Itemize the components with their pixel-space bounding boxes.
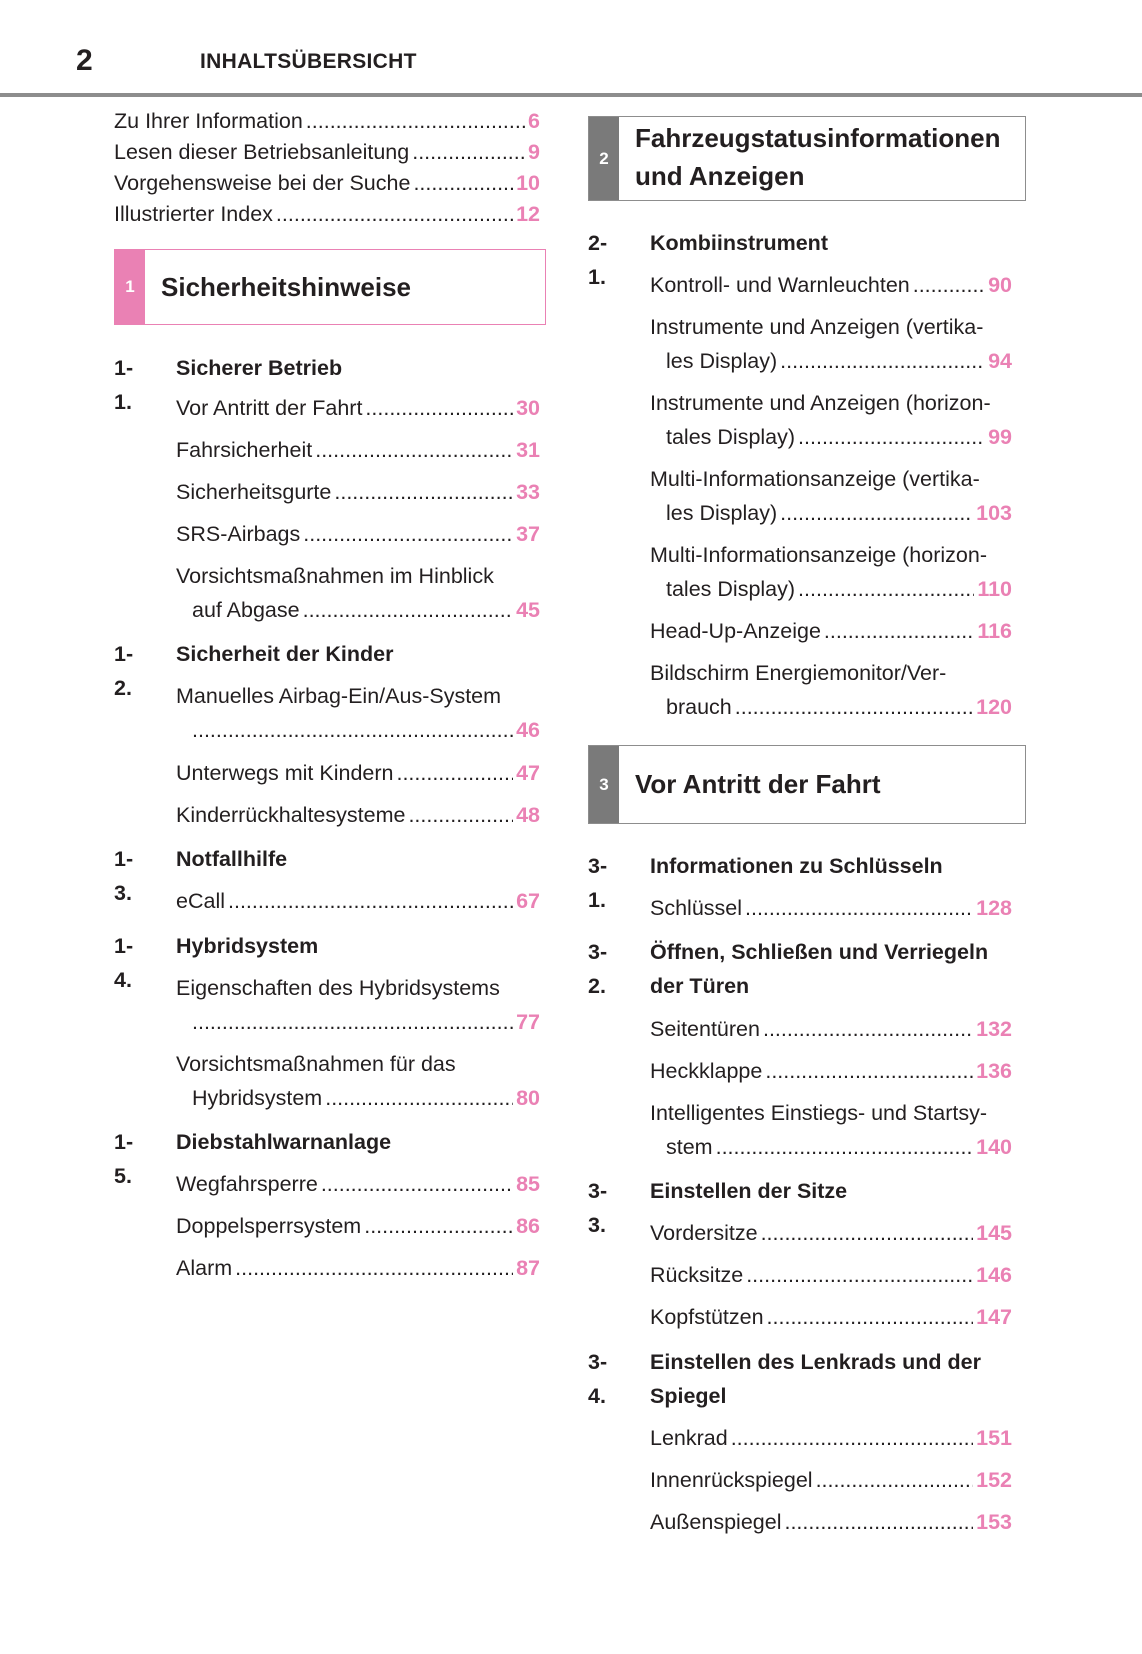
chapter-2-heading[interactable] bbox=[588, 116, 1026, 201]
leader-dots bbox=[364, 1209, 513, 1243]
chapter-2-tab: 2 bbox=[589, 117, 619, 200]
toc-entry-page: 87 bbox=[516, 1256, 540, 1280]
toc-entry[interactable] bbox=[650, 1216, 1012, 1250]
leader-dots bbox=[763, 1012, 973, 1046]
leader-dots bbox=[365, 391, 513, 425]
toc-entry-page: 153 bbox=[976, 1510, 1012, 1534]
leader-dots bbox=[192, 713, 513, 747]
toc-entry-label: Zu Ihrer Information bbox=[114, 109, 303, 133]
toc-entry[interactable] bbox=[176, 798, 540, 832]
leader-dots bbox=[396, 756, 513, 790]
toc-entry[interactable] bbox=[114, 197, 540, 231]
leader-dots bbox=[784, 1505, 973, 1539]
toc-entry-label: Wegfahrsperre bbox=[176, 1172, 318, 1196]
toc-entry-label: Sicherheitsgurte bbox=[176, 480, 332, 504]
toc-entry-label: Heckklappe bbox=[650, 1059, 763, 1083]
leader-dots bbox=[325, 1081, 513, 1115]
leader-dots bbox=[761, 1216, 974, 1250]
toc-entry-page: 151 bbox=[976, 1426, 1012, 1450]
toc-entry-label: Seitentüren bbox=[650, 1017, 760, 1041]
leader-dots bbox=[303, 593, 513, 627]
toc-entry-first-line[interactable]: Instrumente und Anzeigen (horizon- bbox=[650, 391, 991, 415]
toc-entry-label: Außenspiegel bbox=[650, 1510, 782, 1534]
toc-entry-page: 67 bbox=[516, 889, 540, 913]
toc-entry-page: 31 bbox=[516, 438, 540, 462]
toc-entry-page: 147 bbox=[976, 1305, 1012, 1329]
toc-entry-label: Schlüssel bbox=[650, 896, 743, 920]
toc-entry-first-line[interactable]: Multi-Informationsanzeige (horizon- bbox=[650, 543, 987, 567]
section-title: Hybridsystem bbox=[176, 934, 319, 958]
leader-dots bbox=[412, 135, 525, 169]
section-title: Notfallhilfe bbox=[176, 847, 288, 871]
toc-entry-page: 90 bbox=[988, 273, 1012, 297]
toc-entry-label: les Display) bbox=[666, 501, 778, 525]
toc-entry-page: 128 bbox=[976, 896, 1012, 920]
leader-dots bbox=[780, 496, 973, 530]
toc-entry-page: 116 bbox=[977, 619, 1012, 643]
toc-entry-label: Rücksitze bbox=[650, 1263, 744, 1287]
section-number: 3-1. bbox=[588, 854, 608, 912]
leader-dots bbox=[745, 891, 973, 925]
leader-dots bbox=[798, 572, 974, 606]
toc-entry-page: 86 bbox=[516, 1214, 540, 1238]
toc-entry-label: eCall bbox=[176, 889, 225, 913]
toc-entry-first-line[interactable]: Vorsichtsmaßnahmen im Hinblick bbox=[176, 564, 494, 588]
toc-entry[interactable] bbox=[650, 1421, 1012, 1455]
section-number: 2-1. bbox=[588, 231, 608, 289]
section-number: 1-5. bbox=[114, 1130, 134, 1188]
toc-entry[interactable] bbox=[666, 572, 1012, 606]
toc-entry[interactable] bbox=[114, 166, 540, 200]
chapter-1-heading[interactable] bbox=[114, 249, 546, 325]
toc-entry[interactable] bbox=[666, 690, 1012, 724]
toc-entry[interactable] bbox=[176, 517, 540, 551]
toc-entry-label: Alarm bbox=[176, 1256, 233, 1280]
chapter-3-title: Vor Antritt der Fahrt bbox=[635, 769, 881, 799]
toc-entry-label: SRS-Airbags bbox=[176, 522, 301, 546]
toc-entry-page: 120 bbox=[976, 695, 1012, 719]
toc-entry-page: 136 bbox=[976, 1059, 1012, 1083]
toc-entry-page: 152 bbox=[976, 1468, 1012, 1492]
toc-entry-label: tales Display) bbox=[666, 577, 796, 601]
toc-entry-label: Vor Antritt der Fahrt bbox=[176, 396, 363, 420]
section-title-line1: Einstellen des Lenkrads und der bbox=[650, 1350, 981, 1374]
chapter-3-heading[interactable] bbox=[588, 745, 1026, 824]
toc-entry-label: Kinderrückhaltesysteme bbox=[176, 803, 406, 827]
toc-entry-label: tales Display) bbox=[666, 425, 796, 449]
toc-entry[interactable] bbox=[192, 713, 540, 747]
toc-entry-page: 132 bbox=[976, 1017, 1012, 1041]
leader-dots bbox=[276, 197, 513, 231]
leader-dots bbox=[731, 1421, 973, 1455]
toc-entry-label: Lenkrad bbox=[650, 1426, 728, 1450]
toc-entry[interactable] bbox=[114, 135, 540, 169]
toc-entry-label: Illustrierter Index bbox=[114, 202, 273, 226]
toc-entry-page: 110 bbox=[977, 577, 1012, 601]
toc-entry-label: Doppelsperrsystem bbox=[176, 1214, 362, 1238]
toc-entry[interactable] bbox=[666, 1130, 1012, 1164]
section-title-line2: der Türen bbox=[650, 974, 750, 998]
page-title: INHALTSÜBERSICHT bbox=[200, 50, 417, 73]
section-title: Sicherer Betrieb bbox=[176, 356, 343, 380]
toc-entry-label: auf Abgase bbox=[192, 598, 300, 622]
toc-entry-first-line[interactable]: Bildschirm Energiemonitor/Ver- bbox=[650, 661, 947, 685]
toc-entry[interactable] bbox=[176, 1209, 540, 1243]
toc-entry-page: 94 bbox=[988, 349, 1012, 373]
toc-entry-label: Vorgehensweise bei der Suche bbox=[114, 171, 411, 195]
section-title-line1: Öffnen, Schließen und Verriegeln bbox=[650, 940, 989, 964]
toc-entry-label: Lesen dieser Betriebsanleitung bbox=[114, 140, 410, 164]
toc-entry[interactable] bbox=[176, 391, 540, 425]
toc-entry-page: 48 bbox=[516, 803, 540, 827]
toc-entry-page: 6 bbox=[528, 109, 540, 133]
page-header bbox=[0, 0, 1142, 96]
toc-entry[interactable] bbox=[666, 496, 1012, 530]
toc-entry[interactable] bbox=[176, 1251, 540, 1285]
toc-entry-label: Fahrsicherheit bbox=[176, 438, 313, 462]
toc-entry[interactable] bbox=[176, 1167, 540, 1201]
leader-dots bbox=[716, 1130, 974, 1164]
leader-dots bbox=[315, 433, 513, 467]
toc-entry-page: 33 bbox=[516, 480, 540, 504]
toc-entry-label: Unterwegs mit Kindern bbox=[176, 761, 394, 785]
toc-entry[interactable] bbox=[650, 614, 1012, 648]
toc-entry-page: 12 bbox=[516, 202, 540, 226]
leader-dots bbox=[303, 517, 513, 551]
toc-entry-page: 146 bbox=[976, 1263, 1012, 1287]
toc-entry-label: Vordersitze bbox=[650, 1221, 758, 1245]
leader-dots bbox=[798, 420, 985, 454]
toc-entry-page: 37 bbox=[516, 522, 540, 546]
toc-entry-page: 80 bbox=[516, 1086, 540, 1110]
toc-entry-page: 46 bbox=[516, 718, 540, 742]
section-number: 1-1. bbox=[114, 356, 134, 414]
leader-dots bbox=[408, 798, 513, 832]
toc-entry-label: Innenrückspiegel bbox=[650, 1468, 813, 1492]
toc-entry[interactable] bbox=[650, 891, 1012, 925]
toc-entry[interactable] bbox=[650, 1463, 1012, 1497]
leader-dots bbox=[306, 104, 525, 138]
leader-dots bbox=[192, 1005, 513, 1039]
toc-entry[interactable] bbox=[666, 420, 1012, 454]
toc-entry-label: Kopfstützen bbox=[650, 1305, 764, 1329]
toc-entry-label: Hybridsystem bbox=[192, 1086, 323, 1110]
toc-entry[interactable] bbox=[176, 884, 540, 918]
toc-entry[interactable] bbox=[114, 104, 540, 138]
leader-dots bbox=[767, 1300, 974, 1334]
toc-entry[interactable] bbox=[176, 475, 540, 509]
section-number: 1-2. bbox=[114, 642, 134, 700]
chapter-3-tab: 3 bbox=[589, 746, 619, 823]
toc-entry-page: 10 bbox=[516, 171, 540, 195]
section-number: 1-4. bbox=[114, 934, 134, 992]
section-title: Informationen zu Schlüsseln bbox=[650, 854, 943, 878]
toc-entry-first-line[interactable]: Vorsichtsmaßnahmen für das bbox=[176, 1052, 456, 1076]
toc-entry-first-line[interactable]: Instrumente und Anzeigen (vertika- bbox=[650, 315, 984, 339]
chapter-1-tab: 1 bbox=[115, 250, 145, 324]
toc-entry[interactable] bbox=[176, 756, 540, 790]
toc-entry-page: 47 bbox=[516, 761, 540, 785]
toc-entry[interactable] bbox=[650, 1012, 1012, 1046]
toc-entry-label: brauch bbox=[666, 695, 732, 719]
section-number: 3-2. bbox=[588, 940, 608, 998]
toc-entry-page: 140 bbox=[976, 1135, 1012, 1159]
leader-dots bbox=[735, 690, 973, 724]
chapter-2-title-line2: und Anzeigen bbox=[635, 161, 805, 191]
leader-dots bbox=[765, 1054, 973, 1088]
toc-entry-label: Kontroll- und Warnleuchten bbox=[650, 273, 910, 297]
toc-entry-label: les Display) bbox=[666, 349, 778, 373]
toc-entry[interactable] bbox=[650, 1505, 1012, 1539]
toc-entry[interactable] bbox=[650, 1054, 1012, 1088]
toc-entry-page: 9 bbox=[528, 140, 540, 164]
page-number: 2 bbox=[76, 44, 93, 77]
toc-entry-first-line[interactable]: Multi-Informationsanzeige (vertika- bbox=[650, 467, 980, 491]
toc-entry-page: 85 bbox=[516, 1172, 540, 1196]
leader-dots bbox=[413, 166, 513, 200]
toc-entry[interactable] bbox=[650, 268, 1012, 302]
section-number: 3-3. bbox=[588, 1179, 608, 1237]
leader-dots bbox=[913, 268, 985, 302]
leader-dots bbox=[228, 884, 513, 918]
section-number: 3-4. bbox=[588, 1350, 608, 1408]
toc-entry-label: Head-Up-Anzeige bbox=[650, 619, 821, 643]
toc-entry[interactable] bbox=[192, 593, 540, 627]
toc-entry-first-line[interactable]: Manuelles Airbag-Ein/Aus-System bbox=[176, 684, 502, 708]
toc-entry-page: 103 bbox=[976, 501, 1012, 525]
chapter-1-title: Sicherheitshinweise bbox=[161, 272, 411, 302]
leader-dots bbox=[746, 1258, 973, 1292]
toc-entry-first-line[interactable]: Eigenschaften des Hybridsystems bbox=[176, 976, 500, 1000]
leader-dots bbox=[780, 344, 985, 378]
section-title: Kombiinstrument bbox=[650, 231, 828, 255]
leader-dots bbox=[824, 614, 974, 648]
leader-dots bbox=[321, 1167, 513, 1201]
toc-entry[interactable] bbox=[192, 1081, 540, 1115]
toc-entry[interactable] bbox=[650, 1300, 1012, 1334]
toc-entry-page: 77 bbox=[516, 1010, 540, 1034]
section-number: 1-3. bbox=[114, 847, 134, 905]
toc-entry-page: 45 bbox=[516, 598, 540, 622]
header-divider bbox=[0, 93, 1142, 97]
toc-entry[interactable] bbox=[176, 433, 540, 467]
toc-entry-page: 99 bbox=[988, 425, 1012, 449]
leader-dots bbox=[334, 475, 513, 509]
toc-entry[interactable] bbox=[666, 344, 1012, 378]
toc-entry-page: 30 bbox=[516, 396, 540, 420]
toc-entry[interactable] bbox=[192, 1005, 540, 1039]
chapter-2-title-line1: Fahrzeugstatusinformationen bbox=[635, 123, 1001, 153]
section-title: Diebstahlwarnanlage bbox=[176, 1130, 392, 1154]
toc-entry-page: 145 bbox=[976, 1221, 1012, 1245]
section-title-line2: Spiegel bbox=[650, 1384, 727, 1408]
toc-entry[interactable] bbox=[650, 1258, 1012, 1292]
toc-entry-first-line[interactable]: Intelligentes Einstiegs- und Startsy- bbox=[650, 1101, 987, 1125]
section-title: Einstellen der Sitze bbox=[650, 1179, 848, 1203]
leader-dots bbox=[235, 1251, 513, 1285]
section-title: Sicherheit der Kinder bbox=[176, 642, 394, 666]
leader-dots bbox=[816, 1463, 974, 1497]
toc-entry-label: stem bbox=[666, 1135, 713, 1159]
